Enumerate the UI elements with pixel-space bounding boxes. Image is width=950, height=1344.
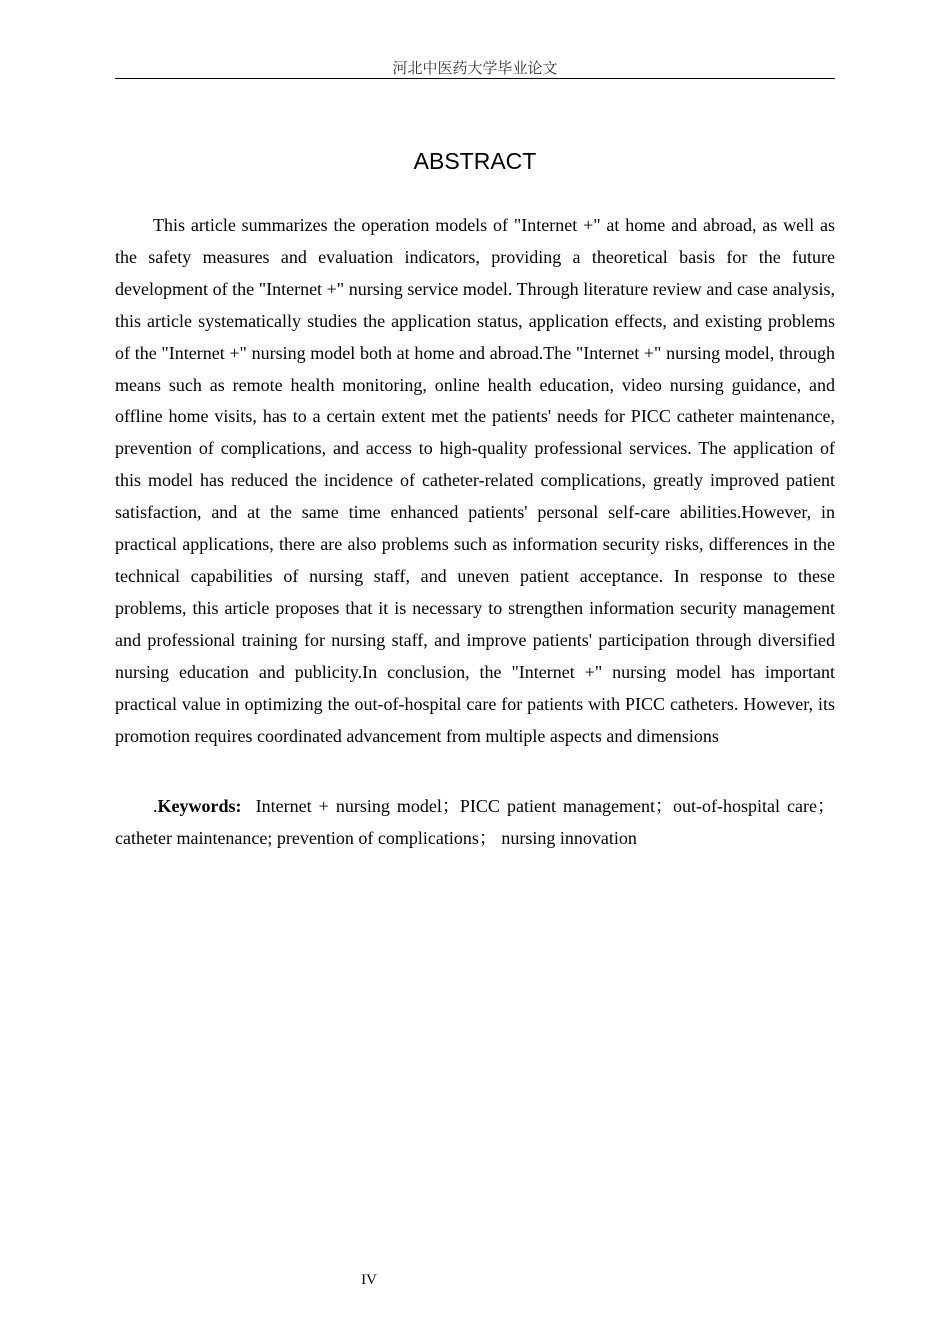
keywords-paragraph — [115, 791, 835, 855]
header-divider — [115, 78, 835, 79]
page-number: IV — [361, 1272, 377, 1288]
abstract-body: This article summarizes the operation models of "Internet +" at home and abroad, as well as the safety measures and evaluation indicators, providing a theoretical basis for the future development of the "Internet +" nursing service model. Through literature review and case analysis, this article systematically studies the application status, application effects, and existing problems of the "Internet +" nursing model both at home and abroad.The "Internet +" nursing model, through means such as remote health monitoring, online health education, video nursing guidance, and offline home visits, has to a certain extent met the patients' needs for PICC catheter maintenance, prevention of complications, and access to high-quality professional services. The application of this model has reduced the incidence of catheter-related complications, greatly improved patient satisfaction, and at the same time enhanced patients' personal self-care abilities.However, in practical applications, there are also problems such as information security risks, differences in the technical capabilities of nursing staff, and uneven patient acceptance. In response to these problems, this article proposes that it is necessary to strengthen information security management and professional training for nursing staff, and improve patients' participation through diversified nursing education and publicity.In conclusion, the "Internet +" nursing model has important practical value in optimizing the out-of-hospital care for patients with PICC catheters. However, its promotion requires coordinated advancement from multiple aspects and dimensions — [115, 215, 835, 746]
running-header: 河北中医药大学毕业论文 — [392, 59, 558, 77]
keywords-label: Keywords: — [157, 796, 242, 816]
keywords-text: Internet + nursing model；PICC patient management；out-of-hospital care；catheter maintenance; prevention of complications； nursing innovation — [115, 796, 835, 848]
abstract-heading: ABSTRACT — [413, 148, 537, 174]
keywords-prefix: . — [153, 796, 158, 816]
